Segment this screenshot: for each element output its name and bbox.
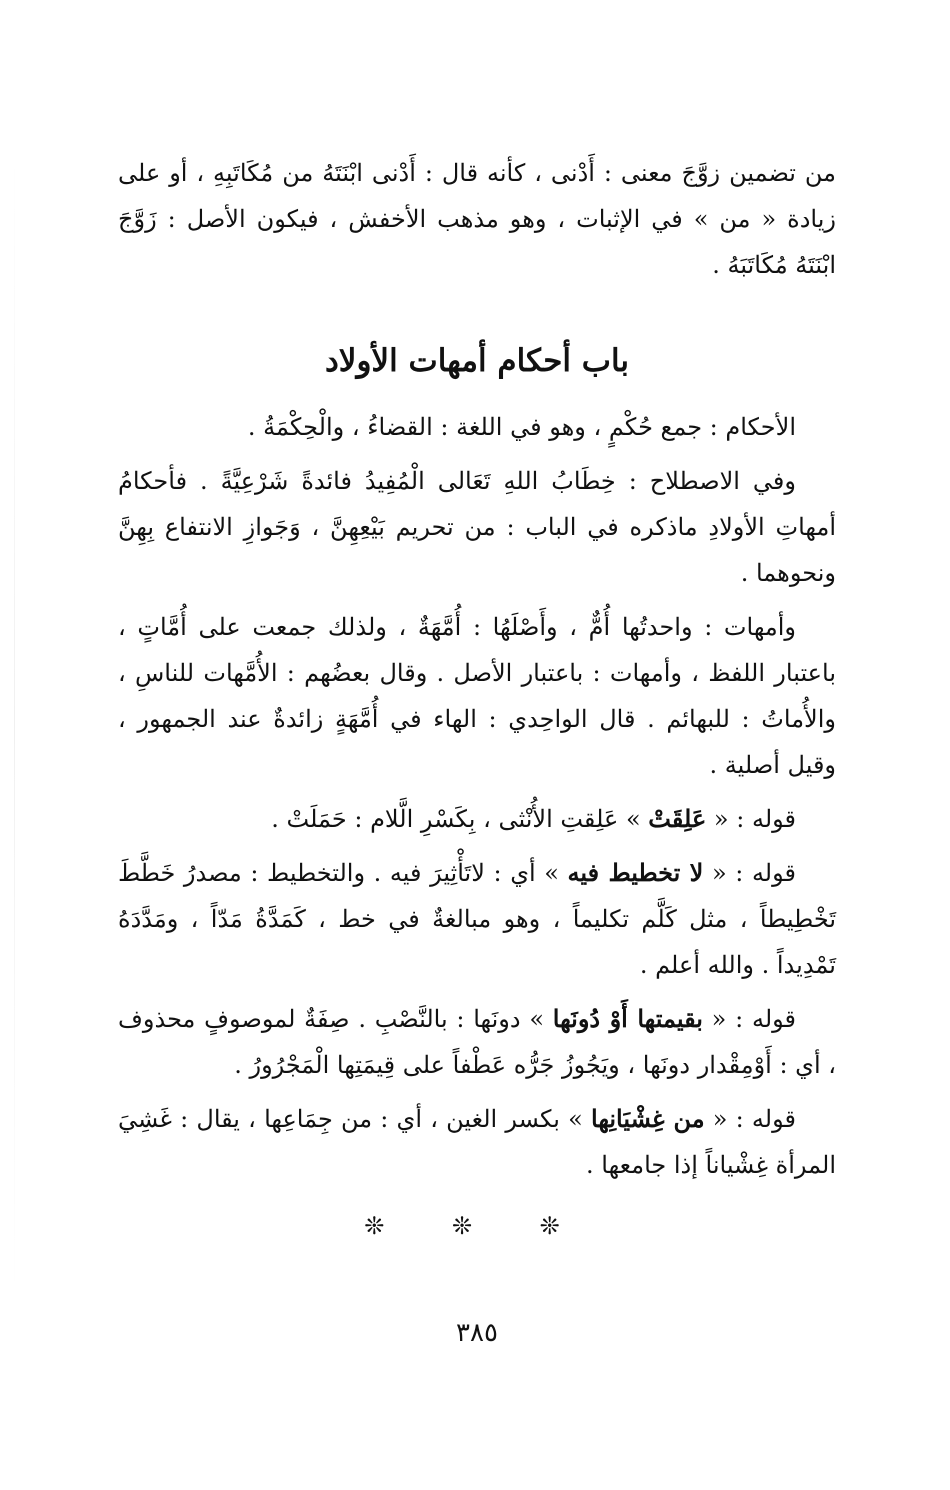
scan-margin-shadow bbox=[14, 150, 15, 1300]
quote-explanation: » أي : لاتَأْثِيرَ فيه . والتخطيط : مصدرُ خَطَّطَ تَخْطِيطاً ، مثل كَلَّم تكليماً ، وهو مبالغةٌ في خط ، كَمَدَّةُ مَدّاً ، ومَدَّدَهُ تَمْدِيداً . والله أعلم . bbox=[118, 859, 836, 979]
paragraph-qimatiha bbox=[118, 996, 836, 1088]
page-number: ٣٨٥ bbox=[456, 1318, 498, 1348]
quote-prefix: قوله : « bbox=[713, 805, 796, 833]
quote-prefix: قوله : « bbox=[711, 859, 796, 887]
quote-prefix: قوله : « bbox=[712, 1105, 796, 1133]
quote-prefix: قوله : « bbox=[711, 1005, 797, 1033]
chapter-body bbox=[118, 404, 836, 1196]
quoted-keyword: من غِشْيَانِها bbox=[591, 1104, 705, 1133]
paragraph-aliqat bbox=[118, 796, 836, 842]
quoted-keyword: عَلِقَتْ bbox=[648, 804, 707, 833]
quote-explanation: » بكسر الغين ، أي : من جِمَاعِها ، يقال : غَشِيَ المرأة غِشْياناً إذا جامعها . bbox=[118, 1105, 836, 1179]
paragraph-ummahat: وأمهات : واحدتُها أُمٌّ ، وأَصْلَهُا : أُمَّهَةٌ ، ولذلك جمعت على أُمَّاتٍ ، باعتبار اللفظ ، وأمهات : باعتبار الأصل . وقال بعضُهم : الأُمَّهات للناسِ ، والأُماتُ : للبهائم . قال الواحِدي : الهاء في أُمَّهَةٍ زائدةٌ عند الجمهور ، وقيل أصلية . bbox=[118, 613, 836, 779]
intro-paragraph bbox=[118, 150, 836, 288]
quote-explanation: » عَلِقتِ الأُنْثى ، بِكَسْرِ الَّلام : حَمَلَتْ . bbox=[271, 805, 641, 833]
section-separator: ❊ ❊ ❊ bbox=[364, 1212, 590, 1240]
intro-text: من تضمين زوَّجَ معنى : أَدْنى ، كأنه قال : أَدْنى ابْنَتَهُ من مُكَاتَبِهِ ، أو على زيادة « من » في الإثبات ، وهو مذهب الأخفش ، فيكون الأصل : زَوَّجَ ابْنَتَهُ مُكَاتَبَهُ . bbox=[118, 159, 837, 279]
quoted-keyword: بقيمتها أَوْ دُونَها bbox=[552, 1004, 703, 1033]
paragraph-istilah: وفي الاصطلاح : خِطَابُ اللهِ تَعَالى الْمُفِيدُ فائدةً شَرْعِيَّةً . فأحكامُ أمهاتِ الأولادِ ماذكره في الباب : من تحريم بَيْعِهِنَّ ، وَجَوازِ الانتفاع بِهِنَّ ونحوهما . bbox=[118, 467, 836, 587]
chapter-heading: باب أحكام أمهات الأولاد bbox=[324, 343, 630, 379]
paragraph-ghishyan bbox=[118, 1096, 836, 1188]
paragraph-ahkam: الأحكام : جمع حُكْمٍ ، وهو في اللغة : القضاءُ ، والْحِكْمَةُ . bbox=[247, 413, 796, 441]
quoted-keyword: لا تخطيط فيه bbox=[567, 858, 704, 887]
paragraph-takhtit bbox=[118, 850, 836, 988]
quote-explanation: » دونَها : بالنَّصْبِ . صِفَةٌ لموصوفٍ محذوف ، أي : أَوْمِقْدار دونَها ، ويَجُوزُ جَرُّه عَطْفاً على قِيمَتِها الْمَجْرُورُ . bbox=[118, 1005, 836, 1079]
